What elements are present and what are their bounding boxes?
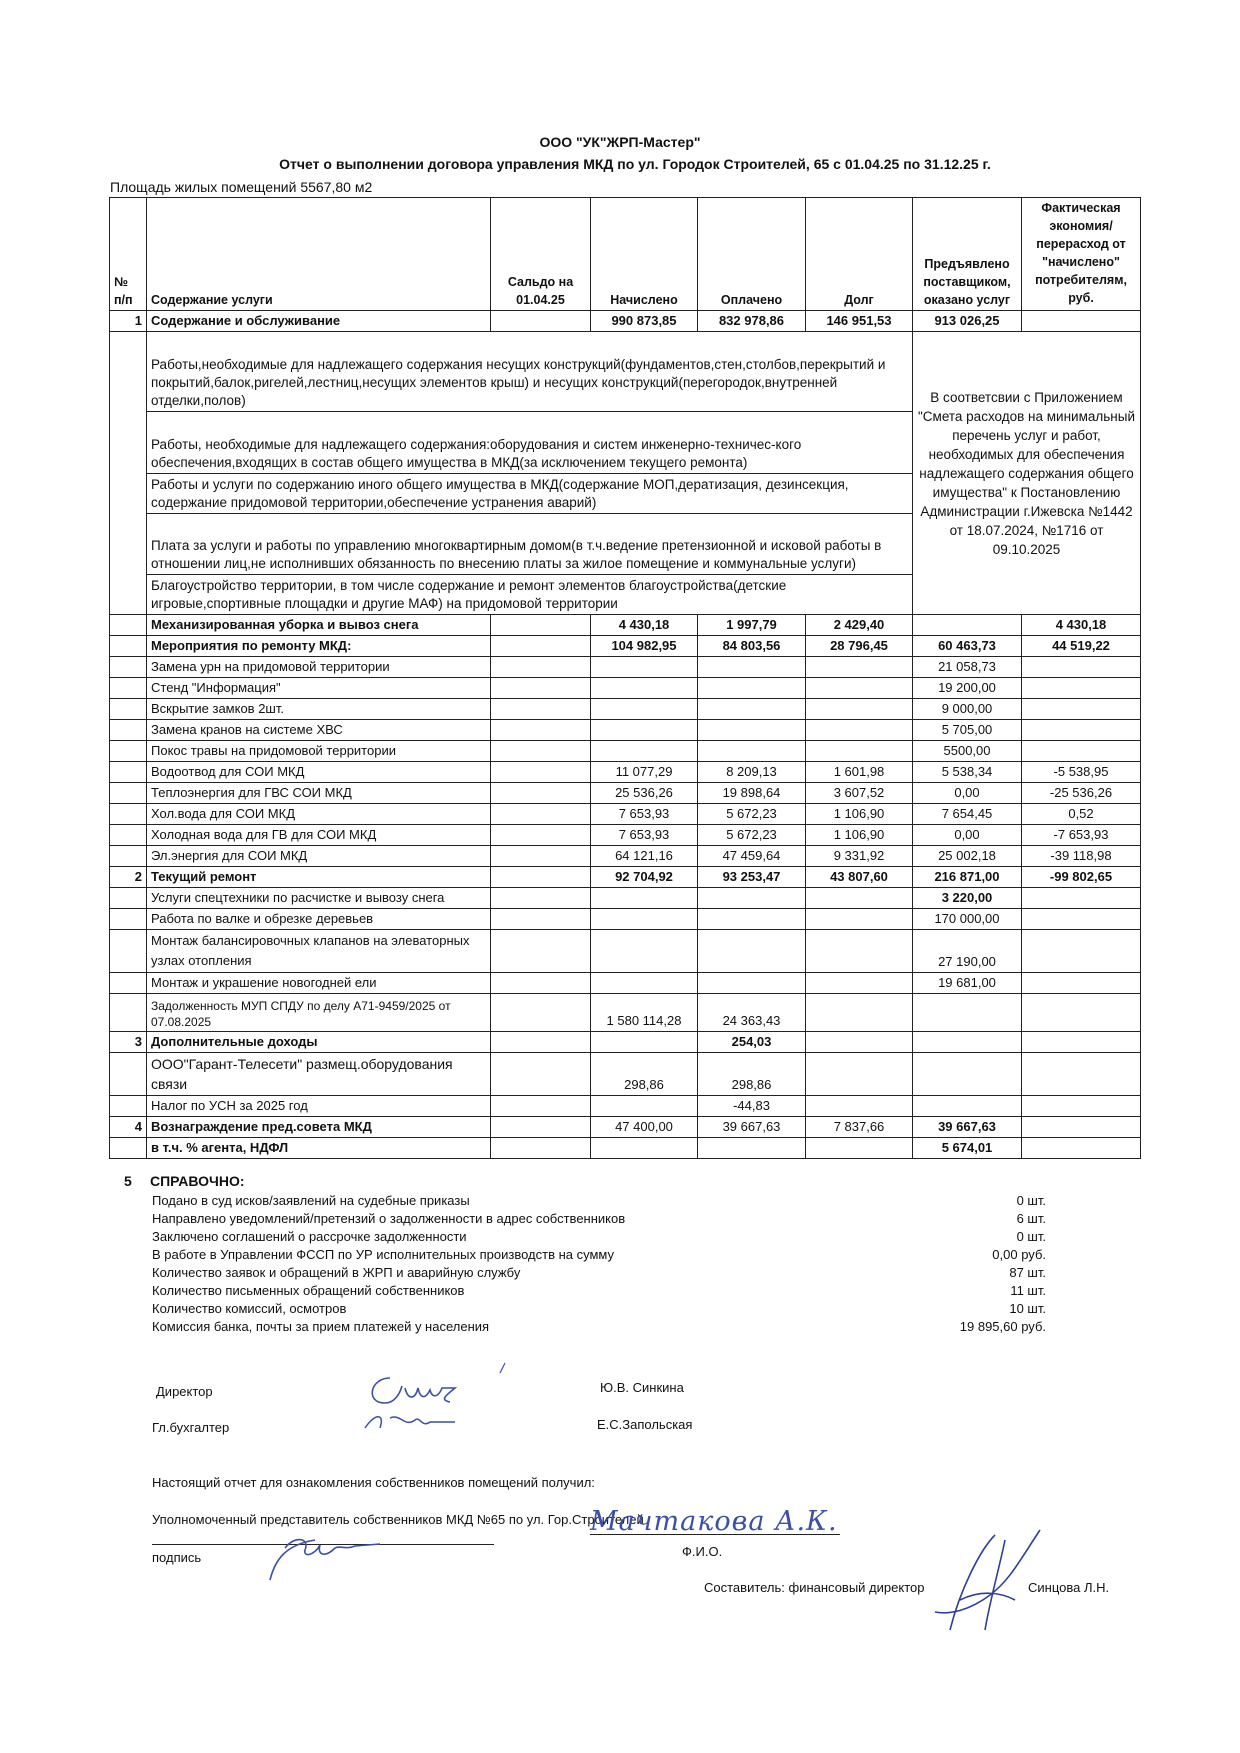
item-name: Водоотвод для СОИ МКД <box>147 762 491 783</box>
reference-value: 10 шт. <box>1009 1301 1046 1316</box>
item-name: Хол.вода для СОИ МКД <box>147 804 491 825</box>
section4-charged: 47 400,00 <box>591 1117 698 1138</box>
reference-value: 6 шт. <box>1016 1211 1046 1226</box>
section4-presented: 39 667,63 <box>913 1117 1022 1138</box>
section4-name: Вознаграждение пред.совета МКД <box>147 1117 491 1138</box>
report-table <box>109 197 1141 1159</box>
accountant-label: Гл.бухгалтер <box>152 1420 230 1435</box>
reference-no: 5 <box>124 1173 132 1189</box>
reference-label: Количество заявок и обращений в ЖРП и аварийную службу <box>152 1265 521 1280</box>
handwritten-fio: Мачтакова А.К. <box>590 1506 838 1537</box>
table-row <box>110 657 1141 678</box>
table-row <box>110 1053 1141 1096</box>
item-economy <box>1022 678 1141 699</box>
item-paid <box>698 657 806 678</box>
item-paid: 19 898,64 <box>698 783 806 804</box>
section1-name: Содержание и обслуживание <box>147 311 491 332</box>
debt-row <box>110 994 1141 1032</box>
director-signature-icon <box>360 1358 510 1438</box>
reference-value: 11 шт. <box>1010 1283 1046 1298</box>
item-paid: 47 459,64 <box>698 846 806 867</box>
item-paid: -44,83 <box>698 1096 806 1117</box>
item-name: Стенд "Информация" <box>147 678 491 699</box>
work-item: Работы и услуги по содержанию иного общего имущества в МКД(содержание МОП,дератизация, дезинсекция, содержание придомовой территории,обеспечение устранения аварий) <box>147 474 913 514</box>
reference-label: Количество письменных обращений собственников <box>152 1283 465 1298</box>
item-paid <box>698 699 806 720</box>
table-row <box>110 909 1141 930</box>
table-row <box>110 699 1141 720</box>
repair-charged: 104 982,95 <box>591 636 698 657</box>
reference-label: Подано в суд исков/заявлений на судебные приказы <box>152 1193 470 1208</box>
item-charged <box>591 699 698 720</box>
section2-name: Текущий ремонт <box>147 867 491 888</box>
item-debt <box>806 699 913 720</box>
item-debt <box>806 657 913 678</box>
repair-row <box>110 636 1141 657</box>
item-presented: 9 000,00 <box>913 699 1022 720</box>
item-name: Покос травы на придомовой территории <box>147 741 491 762</box>
section4-debt: 7 837,66 <box>806 1117 913 1138</box>
reference-list <box>124 1192 1064 1336</box>
section4-paid: 39 667,63 <box>698 1117 806 1138</box>
item-presented: 27 190,00 <box>913 930 1022 973</box>
work-item: Благоустройство территории, в том числе содержание и ремонт элементов благоустройства(детские игровые,спортивные площадки и другие МАФ) на придомовой территории <box>147 575 913 615</box>
table-row <box>110 973 1141 994</box>
list-item <box>124 1264 1064 1282</box>
section1-charged: 990 873,85 <box>591 311 698 332</box>
item-paid: 8 209,13 <box>698 762 806 783</box>
col-debt: Долг <box>806 198 913 311</box>
section4-row <box>110 1117 1141 1138</box>
col-service: Содержание услуги <box>147 198 491 311</box>
item-presented: 0,00 <box>913 825 1022 846</box>
item-economy: -39 118,98 <box>1022 846 1141 867</box>
reference-label: СПРАВОЧНО: <box>150 1173 245 1189</box>
section4-no: 4 <box>110 1117 147 1138</box>
table-row <box>110 720 1141 741</box>
table-row <box>110 846 1141 867</box>
item-paid: 5 672,23 <box>698 825 806 846</box>
director-name: Ю.В. Синкина <box>600 1380 684 1395</box>
item-presented: 21 058,73 <box>913 657 1022 678</box>
debt-charged: 1 580 114,28 <box>591 994 698 1032</box>
item-economy <box>1022 720 1141 741</box>
table-row <box>110 762 1141 783</box>
item-presented: 170 000,00 <box>913 909 1022 930</box>
item-economy: -5 538,95 <box>1022 762 1141 783</box>
list-item <box>124 1282 1064 1300</box>
snow-paid: 1 997,79 <box>698 615 806 636</box>
section2-charged: 92 704,92 <box>591 867 698 888</box>
item-charged: 25 536,26 <box>591 783 698 804</box>
composer-name: Синцова Л.Н. <box>1028 1580 1110 1595</box>
item-debt <box>806 741 913 762</box>
regulation-note: В соответсвии с Приложением "Смета расходов на минимальный перечень услуг и работ, необходимых для обеспечения надлежащего содержания общего имущества" к Постановлению Администрации г.Ижевска №1442 от 18.07.2024, №1716 от 09.10.2025 <box>913 332 1141 615</box>
item-debt: 9 331,92 <box>806 846 913 867</box>
reference-label: Количество комиссий, осмотров <box>152 1301 347 1316</box>
item-name: Вскрытие замков 2шт. <box>147 699 491 720</box>
agent-name: в т.ч. % агента, НДФЛ <box>147 1138 491 1159</box>
section3-paid: 254,03 <box>698 1032 806 1053</box>
col-no: № п/п <box>110 198 147 311</box>
item-charged <box>591 657 698 678</box>
snow-charged: 4 430,18 <box>591 615 698 636</box>
item-name: Эл.энергия для СОИ МКД <box>147 846 491 867</box>
repair-debt: 28 796,45 <box>806 636 913 657</box>
table-row <box>110 804 1141 825</box>
section2-row <box>110 867 1141 888</box>
item-charged: 64 121,16 <box>591 846 698 867</box>
item-charged: 7 653,93 <box>591 804 698 825</box>
item-economy <box>1022 699 1141 720</box>
debt-name: Задолженность МУП СПДУ по делу А71-9459/2025 от 07.08.2025 <box>147 994 491 1032</box>
table-row <box>110 741 1141 762</box>
debt-paid: 24 363,43 <box>698 994 806 1032</box>
table-header-row <box>110 198 1141 311</box>
repair-presented: 60 463,73 <box>913 636 1022 657</box>
item-debt <box>806 720 913 741</box>
section3-name: Дополнительные доходы <box>147 1032 491 1053</box>
item-economy: 0,52 <box>1022 804 1141 825</box>
item-name: Монтаж балансировочных клапанов на элеваторных узлах отопления <box>147 930 491 973</box>
agent-row <box>110 1138 1141 1159</box>
work-item: Работы,необходимые для надлежащего содержания несущих конструкций(фундаментов,стен,столбов,перекрытий и покрытий,балок,ригелей,лестниц,несущих элементов крыш) и несущих конструкций(перегородок,внутренней отделки,полов) <box>147 332 913 412</box>
item-presented: 5 538,34 <box>913 762 1022 783</box>
section2-no: 2 <box>110 867 147 888</box>
reference-value: 87 шт. <box>1009 1265 1046 1280</box>
work-item: Работы, необходимые для надлежащего содержания:оборудования и систем инженерно-техничес-кого обеспечения,входящих в состав общего имущества в МКД(за исключением текущего ремонта) <box>147 412 913 474</box>
list-item <box>124 1246 1064 1264</box>
received-text: Настоящий отчет для ознакомления собственников помещений получил: <box>152 1475 595 1490</box>
item-charged <box>591 678 698 699</box>
item-presented: 7 654,45 <box>913 804 1022 825</box>
section1-paid: 832 978,86 <box>698 311 806 332</box>
list-item <box>124 1228 1064 1246</box>
repair-paid: 84 803,56 <box>698 636 806 657</box>
representative-text: Уполномоченный представитель собственников МКД №65 по ул. Гор.Строителей <box>152 1512 644 1527</box>
item-name: Теплоэнергия для ГВС СОИ МКД <box>147 783 491 804</box>
col-charged: Начислено <box>591 198 698 311</box>
reference-label: Заключено соглашений о рассрочке задолженности <box>152 1229 467 1244</box>
item-name: ООО"Гарант-Телесети" размещ.оборудования связи <box>147 1053 491 1096</box>
item-paid: 5 672,23 <box>698 804 806 825</box>
document-title: Отчет о выполнении договора управления МКД по ул. Городок Строителей, 65 с 01.04.25 по 31.12.25 г. <box>279 156 991 172</box>
list-item <box>124 1318 1064 1336</box>
living-area: Площадь жилых помещений 5567,80 м2 <box>110 179 373 195</box>
item-name: Налог по УСН за 2025 год <box>147 1096 491 1117</box>
col-balance: Сальдо на 01.04.25 <box>491 198 591 311</box>
item-economy <box>1022 741 1141 762</box>
reference-label: Направлено уведомлений/претензий о задолженности в адрес собственников <box>152 1211 626 1226</box>
item-presented: 19 681,00 <box>913 973 1022 994</box>
item-charged: 298,86 <box>591 1053 698 1096</box>
col-paid: Оплачено <box>698 198 806 311</box>
table-row <box>110 783 1141 804</box>
table-row <box>110 678 1141 699</box>
reference-value: 0,00 руб. <box>992 1247 1046 1262</box>
item-charged <box>591 741 698 762</box>
col-economy: Фактическая экономия/перерасход от "начислено" потребителям, руб. <box>1022 198 1141 311</box>
item-economy <box>1022 657 1141 678</box>
fio-label: Ф.И.О. <box>682 1544 723 1559</box>
work-item: Плата за услуги и работы по управлению многоквартирным домом(в т.ч.ведение претензионной и исковой работы в отношении лиц,не исполнивших обязанность по внесению платы за жилое помещение и коммунальные услуги) <box>147 514 913 575</box>
signature-label: подпись <box>152 1550 202 1565</box>
item-charged <box>591 720 698 741</box>
snow-debt: 2 429,40 <box>806 615 913 636</box>
list-item <box>124 1210 1064 1228</box>
reference-value: 0 шт. <box>1016 1193 1046 1208</box>
item-debt: 1 601,98 <box>806 762 913 783</box>
item-paid <box>698 720 806 741</box>
item-presented: 3 220,00 <box>913 888 1022 909</box>
representative-signature-icon <box>255 1500 415 1590</box>
director-label: Директор <box>156 1384 213 1399</box>
item-paid <box>698 741 806 762</box>
table-row <box>110 825 1141 846</box>
section2-debt: 43 807,60 <box>806 867 913 888</box>
list-item <box>124 1300 1064 1318</box>
item-presented: 5 705,00 <box>913 720 1022 741</box>
item-charged: 7 653,93 <box>591 825 698 846</box>
accountant-name: Е.С.Запольская <box>597 1417 693 1432</box>
reference-label: В работе в Управлении ФССП по УР исполнительных производств на сумму <box>152 1247 615 1262</box>
col-presented: Предъявлено поставщиком, оказано услуг <box>913 198 1022 311</box>
repair-name: Мероприятия по ремонту МКД: <box>147 636 491 657</box>
reference-value: 19 895,60 руб. <box>959 1319 1046 1334</box>
item-name: Услуги спецтехники по расчистке и вывозу снега <box>147 888 491 909</box>
table-row <box>110 888 1141 909</box>
reference-title <box>124 1173 1064 1189</box>
item-presented: 5500,00 <box>913 741 1022 762</box>
section1-debt: 146 951,53 <box>806 311 913 332</box>
section3-row <box>110 1032 1141 1053</box>
table-row <box>110 930 1141 973</box>
section1-presented: 913 026,25 <box>913 311 1022 332</box>
item-presented: 25 002,18 <box>913 846 1022 867</box>
item-debt: 1 106,90 <box>806 804 913 825</box>
table-row <box>110 1096 1141 1117</box>
agent-presented: 5 674,01 <box>913 1138 1022 1159</box>
item-paid: 298,86 <box>698 1053 806 1096</box>
section1-row <box>110 311 1141 332</box>
section2-presented: 216 871,00 <box>913 867 1022 888</box>
item-name: Холодная вода для ГВ для СОИ МКД <box>147 825 491 846</box>
item-name: Монтаж и украшение новогодней ели <box>147 973 491 994</box>
section3-no: 3 <box>110 1032 147 1053</box>
item-name: Работа по валке и обрезке деревьев <box>147 909 491 930</box>
reference-value: 0 шт. <box>1016 1229 1046 1244</box>
section2-paid: 93 253,47 <box>698 867 806 888</box>
section2-economy: -99 802,65 <box>1022 867 1141 888</box>
item-debt: 1 106,90 <box>806 825 913 846</box>
item-economy: -7 653,93 <box>1022 825 1141 846</box>
item-debt: 3 607,52 <box>806 783 913 804</box>
snow-row <box>110 615 1141 636</box>
repair-items <box>110 657 1141 867</box>
composer-label: Составитель: финансовый директор <box>704 1580 925 1595</box>
section1-no: 1 <box>110 311 147 332</box>
organization-title: ООО "УК"ЖРП-Мастер" <box>539 134 701 150</box>
snow-economy: 4 430,18 <box>1022 615 1141 636</box>
item-charged <box>591 1096 698 1117</box>
item-debt <box>806 678 913 699</box>
item-presented: 0,00 <box>913 783 1022 804</box>
work-row <box>110 332 1141 412</box>
item-paid <box>698 678 806 699</box>
item-presented: 19 200,00 <box>913 678 1022 699</box>
list-item <box>124 1192 1064 1210</box>
repair-economy: 44 519,22 <box>1022 636 1141 657</box>
item-name: Замена кранов на системе ХВС <box>147 720 491 741</box>
snow-name: Механизированная уборка и вывоз снега <box>147 615 491 636</box>
reference-section <box>124 1173 1064 1336</box>
item-economy: -25 536,26 <box>1022 783 1141 804</box>
reference-label: Комиссия банка, почты за прием платежей у населения <box>152 1319 490 1334</box>
item-name: Замена урн на придомовой территории <box>147 657 491 678</box>
item-charged: 11 077,29 <box>591 762 698 783</box>
composer-signature-icon <box>920 1520 1060 1650</box>
